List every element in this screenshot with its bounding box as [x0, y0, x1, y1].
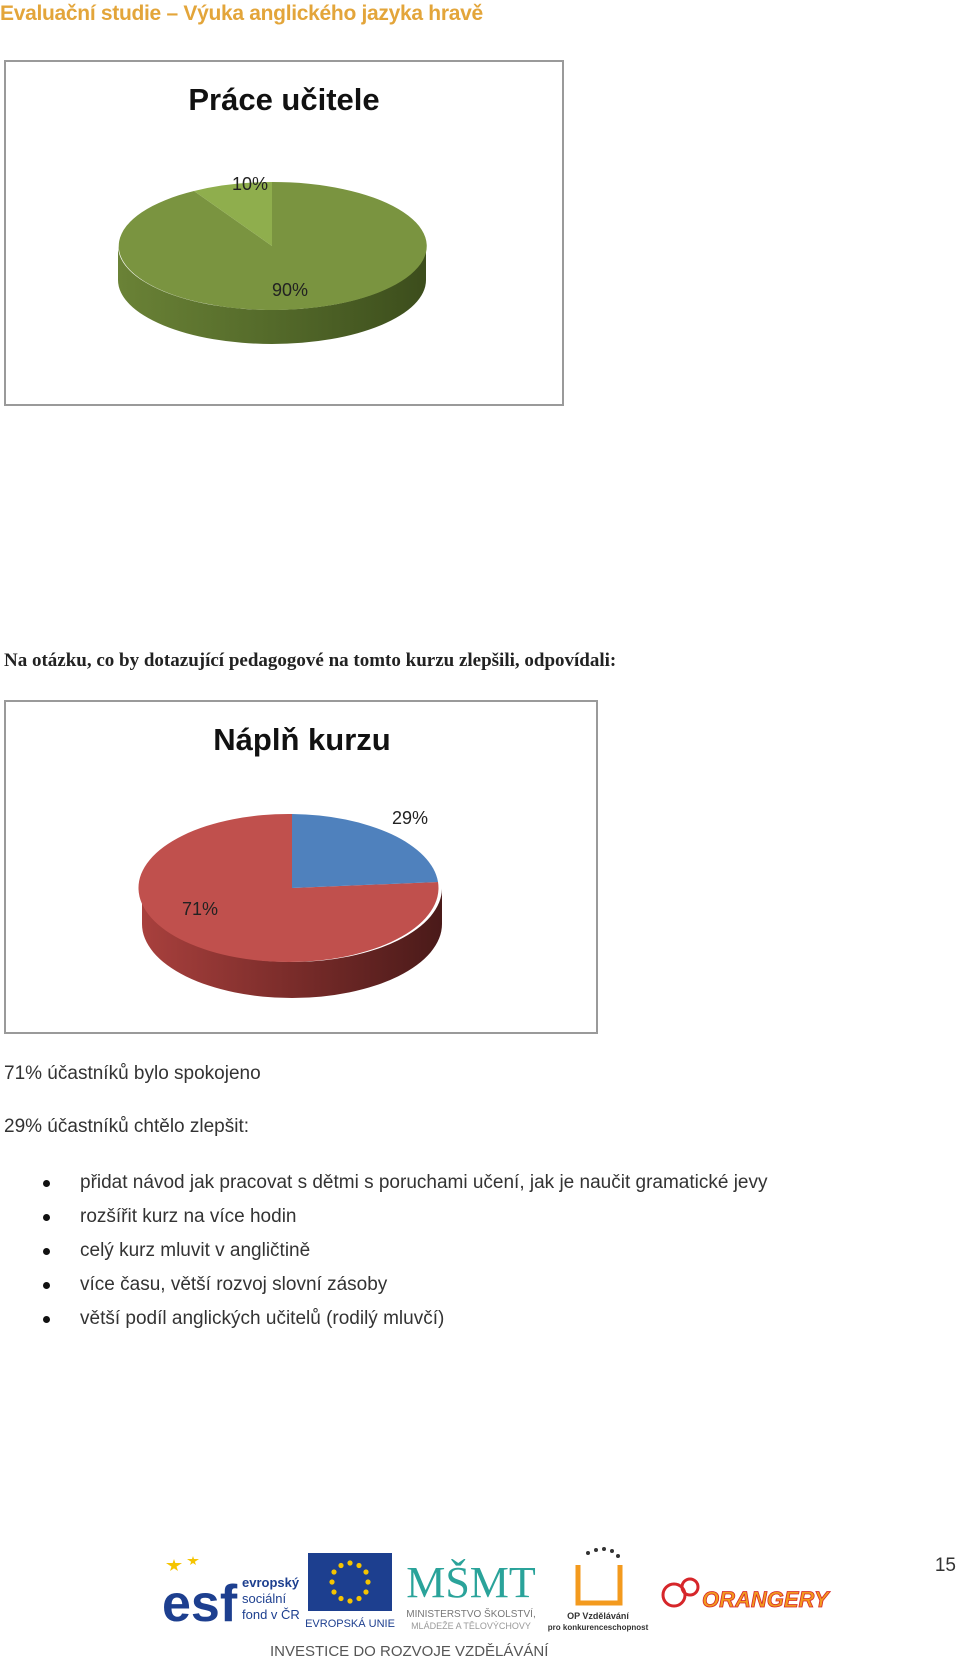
bullet-icon	[43, 1214, 50, 1221]
msmt-logo	[396, 1545, 546, 1635]
esf-caption-1: evropský	[242, 1575, 300, 1590]
improvements-list	[40, 1166, 768, 1336]
satisfied-text: 71% účastníků bylo spokojeno	[4, 1063, 261, 1084]
improve-intro-text: 29% účastníků chtělo zlepšit:	[4, 1116, 250, 1137]
chart1-label-90: 90%	[271, 280, 309, 300]
list-item-text: přidat návod jak pracovat s dětmi s poruchami učení, jak je naučit gramatické jevy	[80, 1172, 768, 1193]
list-item-text: více času, větší rozvoj slovní zásoby	[80, 1274, 388, 1295]
esf-wordmark: esf	[162, 1575, 238, 1633]
footer-logos	[160, 1545, 860, 1660]
msmt-caption-2: MLÁDEŽE A TĚLOVÝCHOVY	[411, 1621, 531, 1631]
list-item	[40, 1268, 768, 1302]
chart2-label-29: 29%	[391, 808, 429, 828]
list-item-text: větší podíl anglických učitelů (rodilý mluvčí)	[80, 1308, 445, 1329]
eu-flag-logo	[306, 1553, 396, 1633]
op-caption-1: OP Vzdělávání	[567, 1611, 629, 1621]
msmt-caption-1: MINISTERSTVO ŠKOLSTVÍ,	[406, 1609, 536, 1620]
op-caption-2: pro konkurenceschopnost	[547, 1623, 649, 1632]
chart-prace-ucitele-svg	[6, 62, 562, 404]
page-number: 15	[934, 1555, 956, 1576]
chart1-label-10: 10%	[231, 174, 269, 194]
op-vk-logo	[548, 1545, 648, 1635]
list-item-text: celý kurz mluvit v angličtině	[80, 1240, 311, 1261]
chart2-label-71: 71%	[181, 899, 219, 919]
chart-napln-kurzu-svg	[6, 702, 596, 1032]
bullet-icon	[43, 1180, 50, 1187]
list-item	[40, 1166, 768, 1200]
chart1-title: Práce učitele	[188, 82, 380, 117]
esf-caption-3: fond v ČR	[242, 1607, 300, 1622]
chart-prace-ucitele	[4, 60, 564, 406]
chart2-title: Náplň kurzu	[213, 722, 391, 757]
question-text: Na otázku, co by dotazující pedagogové na tomto kurzu zlepšili, odpovídali:	[4, 650, 617, 671]
list-item	[40, 1200, 768, 1234]
footer-tagline: INVESTICE DO ROZVOJE VZDĚLÁVÁNÍ	[270, 1643, 549, 1660]
eu-caption: EVROPSKÁ UNIE	[305, 1618, 395, 1630]
orangery-wordmark: ORANGERY	[702, 1587, 829, 1612]
list-item-text: rozšířit kurz na více hodin	[80, 1206, 297, 1227]
bullet-icon	[43, 1316, 50, 1323]
esf-caption-2: sociální	[242, 1591, 287, 1606]
msmt-wordmark: MŠMT	[406, 1558, 536, 1607]
list-item	[40, 1302, 768, 1336]
document-header-title: Evaluační studie – Výuka anglického jazyka hravě	[0, 2, 483, 25]
bullet-icon	[43, 1282, 50, 1289]
list-item	[40, 1234, 768, 1268]
orangery-logo	[660, 1565, 829, 1625]
chart-napln-kurzu	[4, 700, 598, 1034]
bullet-icon	[43, 1248, 50, 1255]
esf-logo	[160, 1553, 310, 1633]
